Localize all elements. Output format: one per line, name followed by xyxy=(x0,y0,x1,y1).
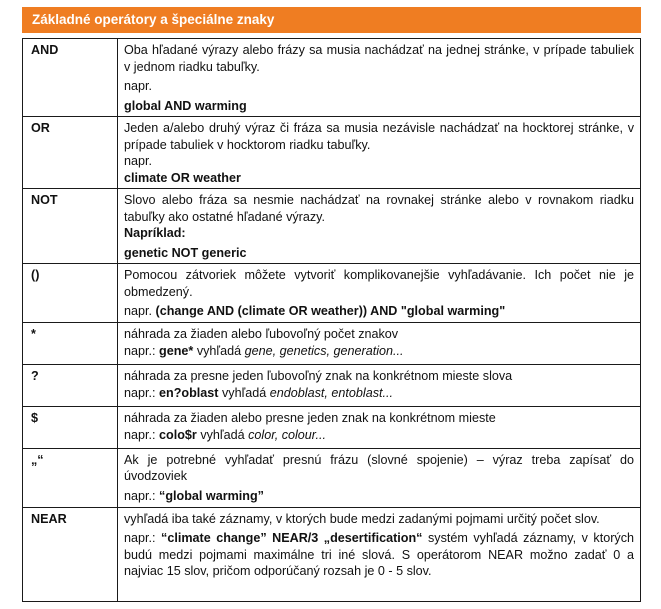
table-row xyxy=(23,39,641,117)
description-cell xyxy=(118,264,641,323)
operator-cell: * xyxy=(23,322,118,364)
operator-cell: NEAR xyxy=(23,507,118,601)
description-cell xyxy=(118,448,641,507)
table-row xyxy=(23,322,641,364)
operator-cell: AND xyxy=(23,39,118,117)
description-text: Oba hľadané výrazy alebo frázy sa musia nachádzať na jednej stránke, v prípade tabuliek v jednom riadku tabuľky. xyxy=(124,43,634,74)
operator-cell: ? xyxy=(23,364,118,406)
operator-cell: OR xyxy=(23,117,118,189)
table-row xyxy=(23,117,641,189)
table-row xyxy=(23,189,641,264)
table-row xyxy=(23,507,641,601)
description-text: Ak je potrebné vyhľadať presnú frázu (slovné spojenie) – výraz treba zapísať do úvodzoviek xyxy=(124,452,634,483)
example-label: napr.: xyxy=(124,428,156,442)
example-verb: vyhľadá xyxy=(222,386,267,400)
example-text: climate OR weather xyxy=(124,170,241,185)
example-text: “global warming” xyxy=(159,488,264,503)
example-verb: vyhľadá xyxy=(200,428,245,442)
table-row xyxy=(23,406,641,448)
example-results: color, colour... xyxy=(248,428,327,442)
example-label: napr.: xyxy=(124,386,156,400)
example-label: napr.: xyxy=(124,488,156,503)
example-label: Napríklad: xyxy=(124,226,186,240)
description-cell xyxy=(118,364,641,406)
example-text: (change AND (climate OR weather)) AND "global warming" xyxy=(155,304,506,318)
example-term: gene* xyxy=(159,344,194,358)
operators-table xyxy=(22,38,641,602)
description-text: náhrada za žiaden alebo ľubovoľný počet znakov xyxy=(124,326,399,341)
example-results: gene, genetics, generation... xyxy=(244,344,404,358)
description-cell xyxy=(118,507,641,601)
description-text: Pomocou zátvoriek môžete vytvoriť komplikovanejšie vyhľadávanie. Ich počet nie je obmedzený. xyxy=(124,268,634,299)
example-term: colo$r xyxy=(159,428,197,442)
description-cell xyxy=(118,189,641,264)
description-text: náhrada za žiaden alebo presne jeden znak na konkrétnom mieste xyxy=(124,410,496,425)
operator-cell: () xyxy=(23,264,118,323)
description-text: Jeden a/alebo druhý výraz či fráza sa musia nezávisle nachádzať na hocktorej stránke, v prípade tabuliek v hocktorom riadku tabuľky. xyxy=(124,121,634,152)
example-label: napr.: xyxy=(124,531,156,545)
description-cell xyxy=(118,39,641,117)
description-cell xyxy=(118,406,641,448)
operators-section xyxy=(22,7,641,602)
description-text: vyhľadá iba také záznamy, v ktorých bude medzi zadanými pojmami určitý počet slov. xyxy=(124,511,600,526)
description-text: náhrada za presne jeden ľubovoľný znak na konkrétnom mieste slova xyxy=(124,368,513,383)
example-text: genetic NOT generic xyxy=(124,245,247,260)
table-row xyxy=(23,448,641,507)
example-label: napr. xyxy=(124,79,153,93)
example-label: napr. xyxy=(124,304,153,318)
example-results: endoblast, entoblast... xyxy=(269,386,394,400)
example-verb: vyhľadá xyxy=(196,344,242,358)
example-text: global AND warming xyxy=(124,98,247,113)
example-label: napr.: xyxy=(124,344,156,358)
description-cell xyxy=(118,117,641,189)
section-header: Základné operátory a špeciálne znaky xyxy=(22,7,641,33)
example-term: en?oblast xyxy=(159,386,219,400)
operator-cell: $ xyxy=(23,406,118,448)
operator-cell: NOT xyxy=(23,189,118,264)
table-row xyxy=(23,264,641,323)
table-row xyxy=(23,364,641,406)
example-text: “climate change” NEAR/3 „desertification“ xyxy=(161,531,423,545)
description-cell xyxy=(118,322,641,364)
example-trailing: systém vyhľadá záznamy, v ktorých budú medzi pojmami maximálne tri iné slová. S operátorom NEAR možno zadať 0 a najviac 15 slov, pričom odporúčaný rozsah je 0 - 5 slov. xyxy=(124,531,635,578)
example-label: napr. xyxy=(124,154,153,168)
operator-cell: „“ xyxy=(23,448,118,507)
description-text: Slovo alebo fráza sa nesmie nachádzať na rovnakej stránke alebo v rovnakom riadku tabuľky ako ostatné hľadané výrazy. xyxy=(124,193,634,224)
